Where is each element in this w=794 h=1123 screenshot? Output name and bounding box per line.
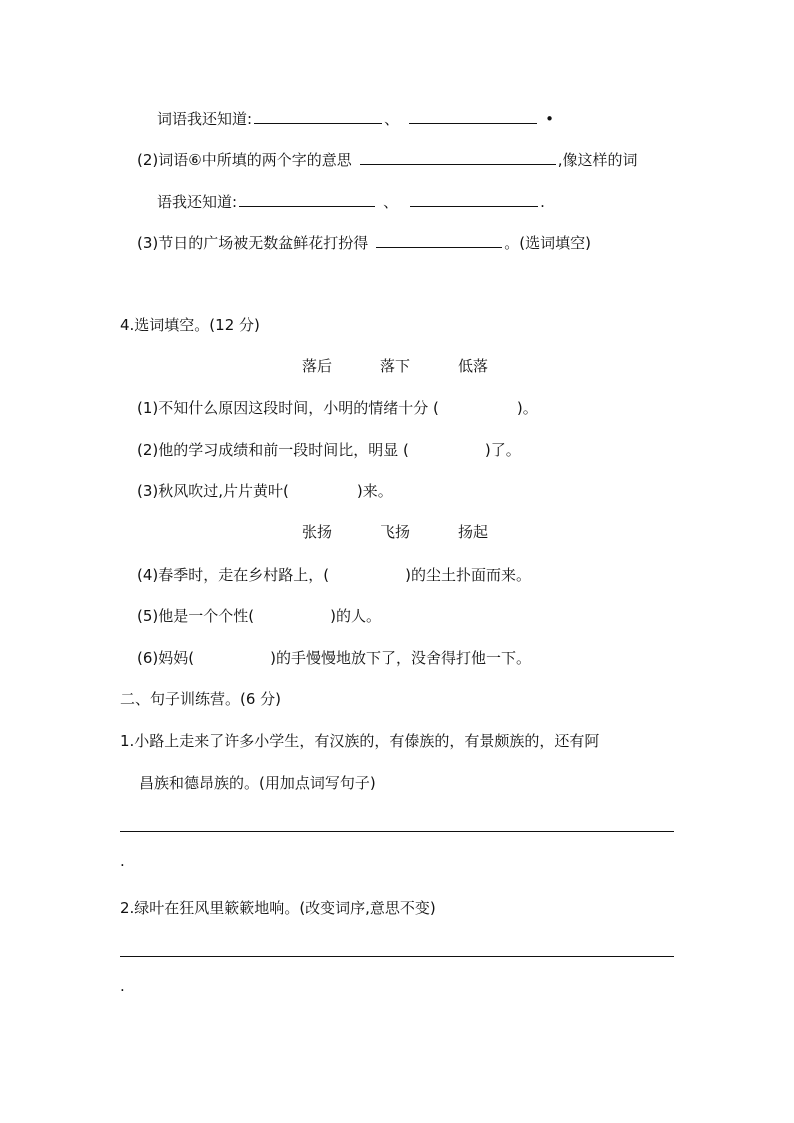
q3-line-1	[157, 107, 554, 129]
q4-title: 4.选词填空。(12 分)	[120, 316, 260, 334]
word-option: 落后	[302, 357, 333, 375]
question-text: 。(选词填空)	[504, 234, 591, 252]
section-2-title: 二、句子训练营。(6 分)	[120, 690, 282, 708]
s2-q2: 2.绿叶在狂风里簌簌地响。(改变词序,意思不变)	[120, 899, 436, 917]
sentence-text: )了。	[484, 441, 521, 459]
answer-blank[interactable]	[410, 190, 538, 207]
separator: 、	[384, 110, 400, 128]
word-bank-2	[302, 522, 488, 542]
q3-item-3	[137, 231, 591, 253]
question-text: ,像这样的词	[557, 151, 638, 169]
q4-sentence-5	[137, 606, 381, 626]
q3-line-3	[157, 190, 545, 212]
sentence-text: )的手慢慢地放下了，没舍得打他一下。	[270, 649, 531, 667]
word-option: 落下	[380, 357, 411, 375]
separator: 、	[383, 193, 399, 211]
answer-line[interactable]	[120, 956, 674, 957]
q4-sentence-2	[137, 440, 521, 460]
prompt-text: 词语我还知道:	[157, 110, 253, 128]
s2-q1-line-1: 1.小路上走来了许多小学生，有汉族的，有傣族的，有景颇族的，还有阿	[120, 732, 600, 750]
q3-item-2	[137, 148, 637, 170]
word-option: 张扬	[302, 523, 333, 541]
sentence-text: )的尘土扑面而来。	[405, 566, 531, 584]
end-mark: .	[120, 852, 125, 870]
sentence-text: (3)秋风吹过,片片黄叶(	[137, 482, 289, 500]
sentence-text: (4)春季时，走在乡村路上，(	[137, 566, 330, 584]
q4-sentence-4	[137, 565, 531, 585]
sentence-text: )。	[516, 399, 538, 417]
word-option: 飞扬	[380, 523, 411, 541]
answer-blank[interactable]	[239, 190, 375, 207]
q4-sentence-6	[137, 648, 531, 668]
answer-blank[interactable]	[254, 107, 382, 124]
question-text: (3)节日的广场被无数盆鲜花打扮得	[137, 234, 369, 252]
end-mark: .	[120, 977, 125, 995]
end-mark: .	[540, 193, 545, 211]
answer-blank[interactable]	[360, 148, 556, 165]
prompt-text: 语我还知道:	[157, 193, 238, 211]
q4-sentence-1	[137, 398, 538, 418]
word-bank-1	[302, 356, 488, 376]
answer-blank[interactable]	[376, 231, 502, 248]
sentence-text: (1)不知什么原因这段时间，小明的情绪十分 (	[137, 399, 439, 417]
word-option: 扬起	[458, 523, 489, 541]
word-option: 低落	[458, 357, 489, 375]
answer-blank[interactable]	[409, 107, 537, 124]
answer-line[interactable]	[120, 831, 674, 832]
q4-sentence-3	[137, 481, 393, 501]
end-mark: •	[545, 110, 554, 128]
sentence-text: (6)妈妈(	[137, 649, 195, 667]
sentence-text: (2)他的学习成绩和前一段时间比，明显 (	[137, 441, 409, 459]
s2-q1-line-2: 昌族和德昂族的。(用加点词写句子)	[139, 774, 376, 792]
sentence-text: (5)他是一个个性(	[137, 607, 255, 625]
sentence-text: )来。	[356, 482, 393, 500]
question-text: (2)词语⑥中所填的两个字的意思	[137, 151, 352, 169]
sentence-text: )的人。	[330, 607, 381, 625]
